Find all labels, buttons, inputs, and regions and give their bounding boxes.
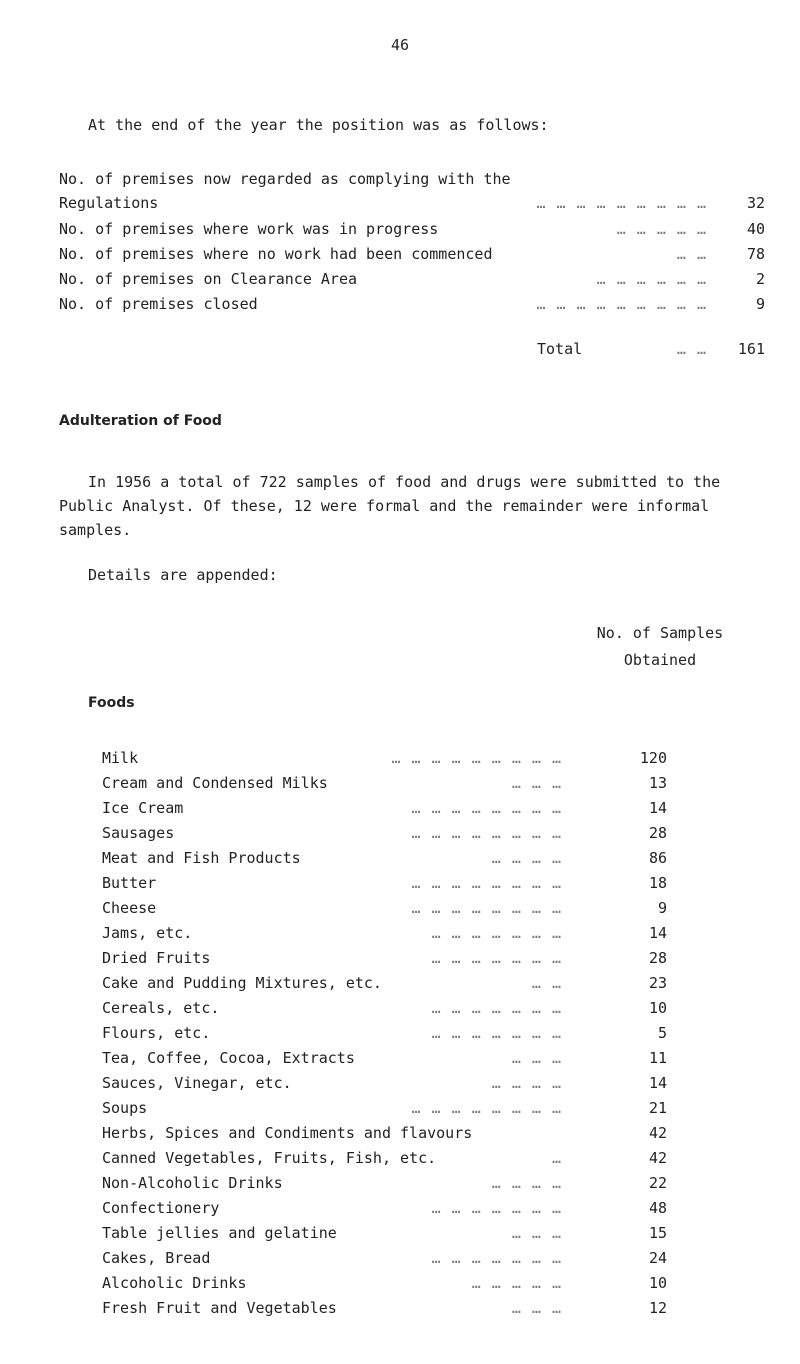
leader-dots: … … … [511,774,562,792]
leader-dots: … [551,1149,562,1167]
leader-dots: … … … … … … … … [411,799,562,817]
food-name: Canned Vegetables, Fruits, Fish, etc. [102,1149,437,1167]
sample-count: 120 [639,749,667,767]
leader-dots: … … … [511,1049,562,1067]
leader-dots: … … [676,245,707,263]
food-name: Non-Alcoholic Drinks [102,1174,283,1192]
body-paragraph [59,470,774,542]
premises-row [59,170,765,218]
food-name: Herbs, Spices and Condiments and flavours [102,1124,473,1142]
leader-dots: … … … … … … … … [411,874,562,892]
food-row [102,1149,667,1173]
food-name: Dried Fruits [102,949,211,967]
food-name: Flours, etc. [102,1024,211,1042]
food-name: Butter [102,874,157,892]
premises-row [59,270,765,294]
sample-count: 23 [648,974,667,992]
premises-row [59,220,765,244]
sample-count: 11 [648,1049,667,1067]
leader-dots: … … … … … [471,1274,562,1292]
premises-count: 78 [746,245,765,263]
sample-count: 86 [648,849,667,867]
premises-count: 9 [755,295,765,313]
leader-dots: … … … [511,1299,562,1317]
sample-count: 42 [648,1149,667,1167]
food-name: Sauces, Vinegar, etc. [102,1074,292,1092]
food-row [102,874,667,898]
column-header [560,620,760,674]
sample-count: 14 [648,799,667,817]
leader-dots: … … … … … … … … … [536,295,707,313]
column-header-line1: No. of Samples [596,624,724,642]
leader-dots: … … … … … … … [431,1024,562,1042]
total-label: Total [537,340,583,358]
leader-dots: … … … … … … … … [411,824,562,842]
leader-dots: … … [676,340,707,358]
food-name: Sausages [102,824,175,842]
food-row [102,749,667,773]
leader-dots: … … … … … … … … … [391,749,562,767]
food-row [102,1049,667,1073]
sample-count: 28 [648,949,667,967]
premises-row [59,295,765,319]
sample-count: 22 [648,1174,667,1192]
total-row [59,340,765,364]
sample-count: 28 [648,824,667,842]
food-row [102,924,667,948]
intro-text: At the end of the year the position was as follows: [88,116,549,134]
premises-count: 32 [746,194,765,212]
premises-label: No. of premises on Clearance Area [59,270,358,288]
section-heading: Adulteration of Food [59,413,222,429]
food-name: Cereals, etc. [102,999,220,1017]
premises-count: 2 [755,270,765,288]
sample-count: 12 [648,1299,667,1317]
food-row [102,1199,667,1223]
leader-dots: … … … … … … … [431,949,562,967]
food-name: Cake and Pudding Mixtures, etc. [102,974,382,992]
food-name: Meat and Fish Products [102,849,301,867]
leader-dots: … … [531,974,562,992]
sample-count: 21 [648,1099,667,1117]
sample-count: 14 [648,924,667,942]
food-row [102,949,667,973]
leader-dots: … … … … [491,1074,562,1092]
food-name: Alcoholic Drinks [102,1274,247,1292]
page-number: 46 [390,36,410,54]
leader-dots: … … … … … [616,220,707,238]
food-name: Cakes, Bread [102,1249,211,1267]
premises-label: No. of premises where work was in progress [59,220,439,238]
premises-label-continued: Regulations [59,194,159,212]
sample-count: 5 [657,1024,667,1042]
leader-dots: … … … … … … … [431,924,562,942]
food-name: Cream and Condensed Milks [102,774,328,792]
sample-count: 18 [648,874,667,892]
premises-count: 40 [746,220,765,238]
leader-dots: … … … … … … … … [411,899,562,917]
food-row [102,849,667,873]
leader-dots: … … … … … … … [431,999,562,1017]
food-name: Confectionery [102,1199,220,1217]
column-header-line2: Obtained [623,651,697,669]
sample-count: 24 [648,1249,667,1267]
total-value: 161 [737,340,765,358]
food-row [102,1249,667,1273]
food-name: Table jellies and gelatine [102,1224,337,1242]
food-row [102,974,667,998]
food-row [102,1074,667,1098]
food-name: Jams, etc. [102,924,193,942]
premises-label: No. of premises closed [59,295,258,313]
leader-dots: … … … … [491,849,562,867]
food-row [102,1174,667,1198]
sample-count: 13 [648,774,667,792]
details-text: Details are appended: [88,566,278,584]
food-name: Milk [102,749,139,767]
leader-dots: … … … … … … … [431,1199,562,1217]
leader-dots: … … … … [491,1174,562,1192]
food-row [102,899,667,923]
sample-count: 10 [648,1274,667,1292]
leader-dots: … … … … … … … [431,1249,562,1267]
sample-count: 9 [657,899,667,917]
food-row [102,999,667,1023]
premises-label: No. of premises where no work had been commenced [59,245,493,263]
sample-count: 42 [648,1124,667,1142]
sample-count: 14 [648,1074,667,1092]
sample-count: 15 [648,1224,667,1242]
food-row [102,1224,667,1248]
food-row [102,1099,667,1123]
sample-count: 10 [648,999,667,1017]
sample-count: 48 [648,1199,667,1217]
food-row [102,1274,667,1298]
food-row [102,774,667,798]
leader-dots: … … … … … … [596,270,707,288]
food-name: Soups [102,1099,148,1117]
food-name: Ice Cream [102,799,184,817]
food-name: Fresh Fruit and Vegetables [102,1299,337,1317]
premises-row [59,245,765,269]
leader-dots: … … … [511,1224,562,1242]
food-name: Tea, Coffee, Cocoa, Extracts [102,1049,355,1067]
food-row [102,1299,667,1323]
leader-dots: … … … … … … … … … [536,194,707,212]
leader-dots: … … … … … … … … [411,1099,562,1117]
food-row [102,1024,667,1048]
paragraph-text: In 1956 a total of 722 samples of food and drugs were submitted to the Public Analyst. Of these, 12 were formal and the remainder were informal samples. [59,473,721,539]
foods-heading: Foods [88,695,135,711]
food-name: Cheese [102,899,157,917]
food-row [102,1124,667,1148]
premises-label: No. of premises now regarded as complying with the [59,170,511,188]
food-row [102,824,667,848]
food-row [102,799,667,823]
